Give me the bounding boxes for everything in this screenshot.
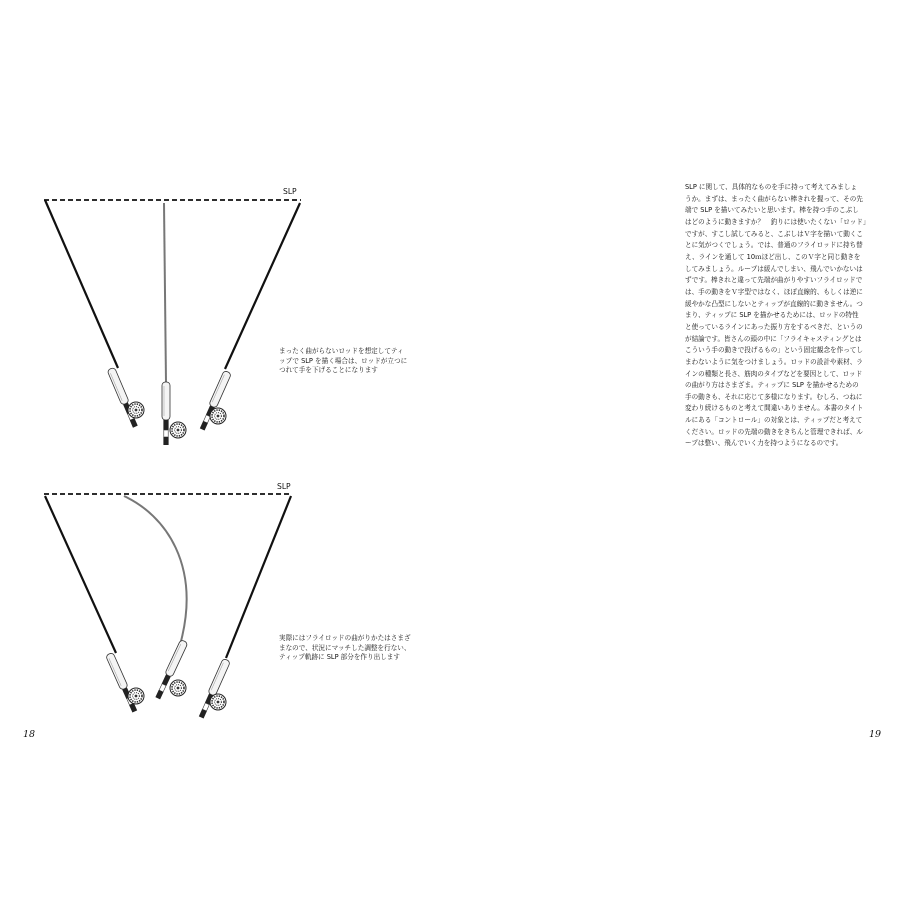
text-line: うか。まずは、まったく曲がらない棒きれを握って、その先	[685, 194, 863, 203]
text-line: はどのように動きますか？ 釣りには使いたくない「ロッド」	[685, 217, 870, 226]
text-line: インの種類と長さ、筋肉のタイプなどを要因として、ロッド	[685, 369, 863, 378]
text-line: の曲がり方はさまざま。ティップに SLP を描かせるための	[685, 381, 859, 390]
rod-shaft	[225, 203, 300, 369]
text-line: ルにある「コントロール」の対象とは、ティップだと考えて	[685, 416, 863, 425]
text-line: こういう手の動きで投げるもの」という固定観念を作ってし	[685, 346, 864, 355]
text-line: SLP に関して、具体的なものを手に持って考えてみましょ	[685, 183, 858, 191]
body-text	[685, 182, 873, 450]
text-line: ープは整い、飛んでいく力を持つようになるのです。	[685, 439, 843, 448]
text-line: 端で SLP を描いてみたいと思います。棒を持つ手のこぶし	[685, 206, 859, 215]
text-line: してみましょう。ループは緩んでしまい、飛んでいかないは	[685, 264, 863, 273]
text-line: ですが、すこし試してみると、こぶしはＶ字を描いて動くこ	[685, 229, 864, 238]
rod-handle	[162, 382, 170, 445]
slp-label-top: SLP	[283, 187, 297, 196]
figure-caption-bottom: 実際にはフライロッドの曲がりかたはさまざまなので、状況にマッチした調整を行ない、ティップ軌跡に SLP 部分を作り出します	[279, 634, 411, 662]
reel-icon	[128, 402, 144, 418]
reel-icon	[210, 408, 226, 424]
figure-caption-top: まったく曲がらないロッドを想定してティップで SLP を描く場合は、ロッドが立つにつれて手を下げることになります	[279, 347, 408, 375]
figure-bending-rods	[44, 494, 292, 719]
rod-shaft	[45, 496, 116, 653]
rod-shaft	[164, 203, 166, 383]
reel-icon	[128, 688, 144, 704]
text-line: が結論です。皆さんの頭の中に「フライキャスティングとは	[685, 334, 862, 343]
text-line: は、手の動きをＶ字型ではなく、ほぼ直線的、もしくは逆に	[685, 287, 863, 296]
rod-shaft	[45, 200, 118, 368]
rod-handle	[107, 367, 139, 428]
text-line: まり、ティップに SLP を描かせるためには、ロッドの特性	[685, 311, 859, 320]
text-line: 変わり続けるものと考えて間違いありません。本書のタイト	[685, 404, 864, 413]
page-number-left: 18	[23, 729, 36, 740]
figure-straight-rods	[44, 200, 301, 445]
text-line: とに気がつくでしょう。では、普通のフライロッドに持ち替	[685, 241, 863, 250]
text-line: 手の動きも、それに応じて多様になります。むしろ、つねに	[685, 392, 863, 401]
slp-label-bottom: SLP	[277, 482, 291, 491]
text-line: ください。ロッドの先端の動きをきちんと管理できれば、ル	[685, 427, 863, 436]
reel-icon	[210, 694, 226, 710]
text-line: 緩やかな凸型にしないとティップが直線的に動きません。つ	[685, 299, 863, 308]
rod-handle	[198, 658, 231, 719]
reel-icon	[170, 680, 186, 696]
text-line: ずです。棒きれと違って先端が曲がりやすいフライロッドで	[685, 276, 863, 285]
text-line: と使っているラインにあった振り方をするべきだ、というの	[685, 322, 863, 331]
rod-shaft	[124, 496, 187, 645]
reel-icon	[170, 422, 186, 438]
text-line: え、ラインを通して 10ｍほど出し、このＶ字と同じ動きを	[685, 252, 861, 261]
text-line: まわないように気をつけましょう。ロッドの設計や素材、ラ	[685, 357, 863, 366]
page-number-right: 19	[869, 729, 882, 740]
